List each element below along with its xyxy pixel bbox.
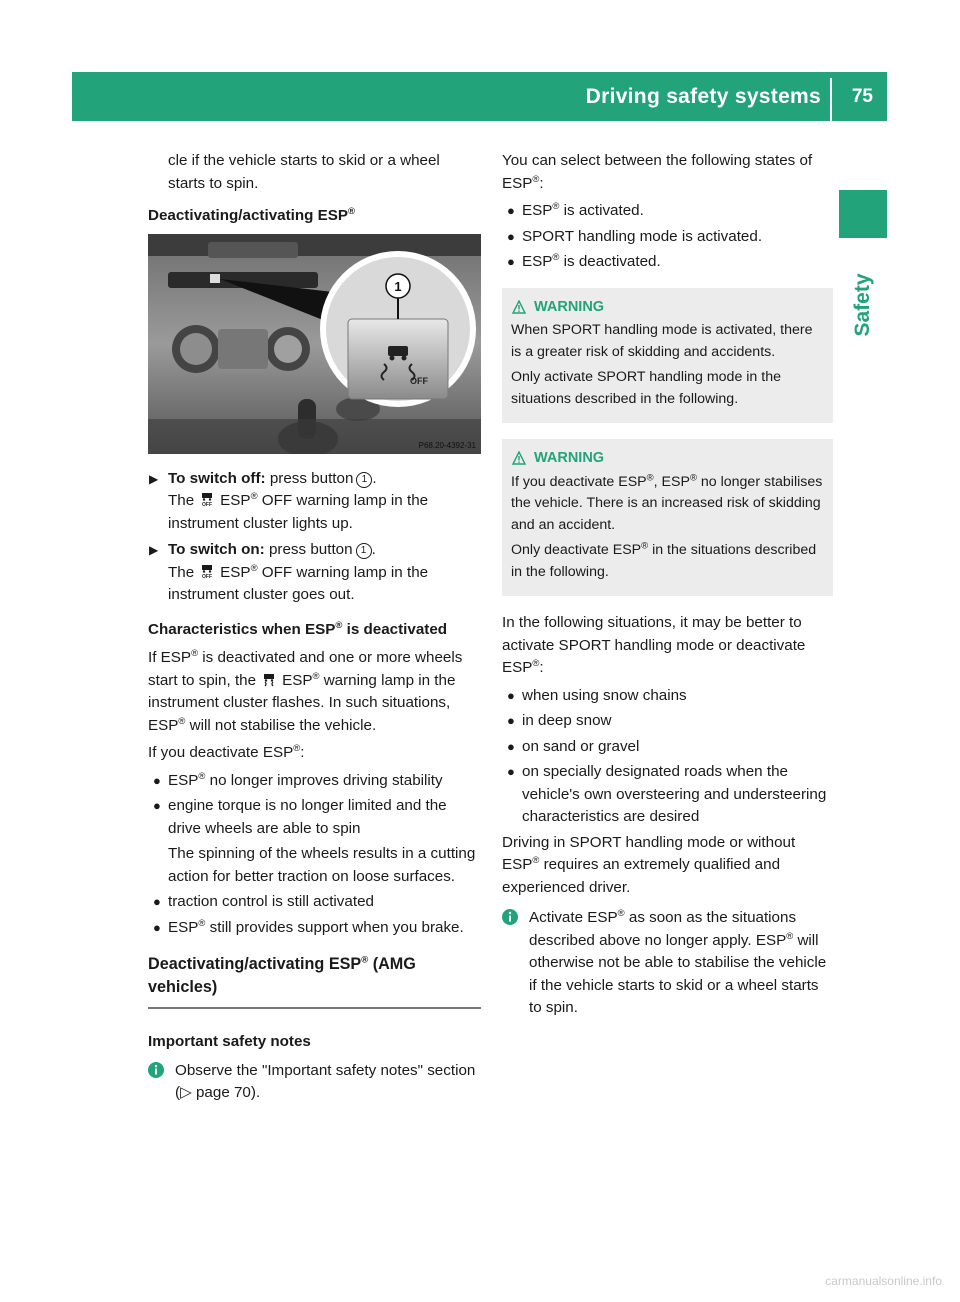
header-divider xyxy=(830,78,832,121)
warning-box xyxy=(502,288,833,424)
subheading: Characteristics when ESP® is deactivated xyxy=(148,619,448,638)
subheading: Important safety notes xyxy=(148,1033,311,1050)
info-note: Activate ESP® as soon as the situations described above no longer apply. ESP® will otherwise not be able to stabilise the vehicle if the vehicle starts to skid or a wheel starts to spin. xyxy=(502,907,833,1020)
callout-1-icon: 1 xyxy=(356,472,372,488)
warning-title: WARNING xyxy=(511,296,824,319)
info-icon xyxy=(148,1062,164,1078)
esp-off-lamp-icon xyxy=(200,492,214,507)
list-item: ● on sand or gravel xyxy=(507,737,640,755)
page-number: 75 xyxy=(851,86,873,107)
list-item-detail: The spinning of the wheels results in a cutting action for better traction on loose surfaces. xyxy=(168,845,476,885)
warning-text: Only deactivate ESP® in the situations described in the following. xyxy=(511,540,817,580)
instruction-step: ▶ To switch off: press button 1 . The OFF ESP® OFF warning lamp in the instrument cluster lights up. xyxy=(149,469,429,532)
list-item: ● on specially designated roads when the vehicle's own oversteering and understeering characteristics are desired xyxy=(507,763,827,825)
step-arrow-icon: ▶ xyxy=(149,471,159,486)
page-ref-arrow-icon: ▷ xyxy=(180,1084,192,1101)
paragraph: If you deactivate ESP®: xyxy=(148,742,305,761)
paragraph: You can select between the following states of ESP®: xyxy=(502,152,813,192)
paragraph: Driving in SPORT handling mode or without ESP® requires an extremely qualified and experienced driver. xyxy=(502,833,796,896)
warning-title: WARNING xyxy=(511,447,824,470)
paragraph: cle if the vehicle starts to skid or a wheel starts to spin. xyxy=(168,152,440,192)
warning-triangle-icon xyxy=(512,300,526,314)
section-heading: Deactivating/activating ESP® (AMG vehicles) xyxy=(148,954,416,996)
side-tab-label: Safety xyxy=(850,273,874,337)
subheading: Deactivating/activating ESP® xyxy=(148,205,356,224)
watermark: carmanualsonline.info xyxy=(825,1273,942,1288)
list-item: ● engine torque is no longer limited and the drive wheels are able to spin xyxy=(153,797,447,837)
instruction-step: ▶ To switch on: press button 1 . The OFF ESP® OFF warning lamp in the instrument cluster goes out. xyxy=(149,541,429,603)
warning-text: Only activate SPORT handling mode in the situations described in the following. xyxy=(511,369,781,407)
list-item: ● SPORT handling mode is activated. xyxy=(507,227,763,245)
paragraph: If ESP® is deactivated and one or more wheels start to spin, the ESP® warning lamp in the instrument cluster flashes. In such situations, ESP® will not stabilise the vehicle. xyxy=(148,647,463,734)
esp-warning-lamp-icon xyxy=(262,672,276,687)
svg-text:OFF: OFF xyxy=(202,502,213,507)
warning-text: When SPORT handling mode is activated, there is a greater risk of skidding and accidents. xyxy=(511,322,813,360)
info-icon xyxy=(502,909,518,925)
step-arrow-icon: ▶ xyxy=(149,543,159,557)
svg-text:OFF: OFF xyxy=(410,375,428,386)
warning-text: If you deactivate ESP®, ESP® no longer stabilises the vehicle. There is an increased risk of skidding and an accident. xyxy=(511,471,823,533)
svg-text:1: 1 xyxy=(394,278,402,294)
list-item: ● ESP® still provides support when you brake. xyxy=(153,917,464,936)
esp-button-photo xyxy=(148,234,481,454)
list-item: ● in deep snow xyxy=(507,712,612,729)
page-header xyxy=(72,72,887,121)
section-title: Driving safety systems xyxy=(585,85,821,108)
side-tab-marker xyxy=(839,190,887,238)
warning-triangle-icon xyxy=(512,451,526,465)
svg-text:P68.20-4392-31: P68.20-4392-31 xyxy=(418,440,476,450)
list-item: ● when using snow chains xyxy=(507,686,687,704)
list-item: ● traction control is still activated xyxy=(153,893,374,910)
section-divider xyxy=(148,1007,481,1009)
callout-1-icon: 1 xyxy=(356,543,372,559)
warning-box xyxy=(502,439,833,596)
list-item: ● ESP® no longer improves driving stability xyxy=(153,770,443,789)
info-note: Observe the "Important safety notes" section (▷ page 70). xyxy=(148,1060,481,1105)
esp-off-lamp-icon xyxy=(200,564,214,579)
right-column xyxy=(502,150,833,1020)
page-link[interactable]: page 70). xyxy=(195,1084,261,1101)
left-column xyxy=(148,150,481,1105)
svg-text:OFF: OFF xyxy=(202,573,213,579)
list-item: ● ESP® is activated. xyxy=(507,200,644,219)
list-item: ● ESP® is deactivated. xyxy=(507,251,661,270)
paragraph: In the following situations, it may be better to activate SPORT handling mode or deactivate ESP®: xyxy=(502,614,806,676)
